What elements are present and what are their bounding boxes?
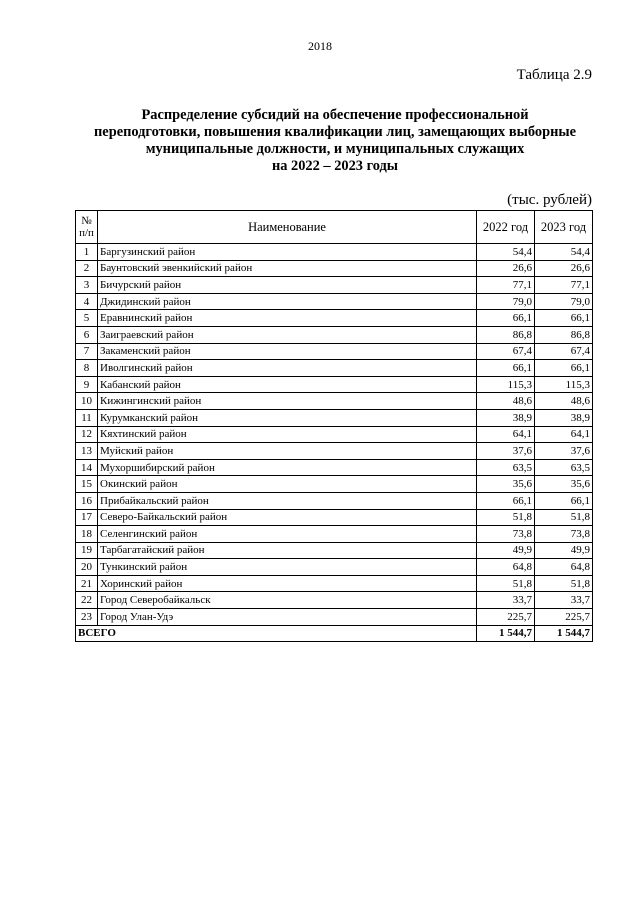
table-header-row <box>76 211 593 244</box>
table-row <box>76 592 593 609</box>
row-name: Еравнинский район <box>98 310 477 327</box>
row-2023: 64,8 <box>535 559 593 576</box>
row-name: Кабанский район <box>98 376 477 393</box>
header-name: Наименование <box>98 211 477 244</box>
header-2023: 2023 год <box>535 211 593 244</box>
row-2023: 35,6 <box>535 476 593 493</box>
row-number: 23 <box>76 609 98 626</box>
table-row <box>76 575 593 592</box>
row-name: Окинский район <box>98 476 477 493</box>
row-2022: 79,0 <box>477 293 535 310</box>
total-2023: 1 544,7 <box>535 625 593 642</box>
row-name: Селенгинский район <box>98 526 477 543</box>
row-name: Баргузинский район <box>98 244 477 261</box>
header-number-line2: п/п <box>79 227 94 239</box>
table-row <box>76 459 593 476</box>
row-2022: 48,6 <box>477 393 535 410</box>
table-row <box>76 443 593 460</box>
row-name: Закаменский район <box>98 343 477 360</box>
total-row <box>76 625 593 642</box>
total-2022: 1 544,7 <box>477 625 535 642</box>
row-2022: 63,5 <box>477 459 535 476</box>
table-row <box>76 277 593 294</box>
row-2022: 77,1 <box>477 277 535 294</box>
row-2023: 26,6 <box>535 260 593 277</box>
row-2022: 86,8 <box>477 326 535 343</box>
row-number: 17 <box>76 509 98 526</box>
total-label: ВСЕГО <box>76 625 477 642</box>
table-row <box>76 360 593 377</box>
row-name: Прибайкальский район <box>98 492 477 509</box>
row-2023: 37,6 <box>535 443 593 460</box>
table-row <box>76 409 593 426</box>
row-name: Джидинский район <box>98 293 477 310</box>
row-2023: 225,7 <box>535 609 593 626</box>
title-line-2: переподготовки, повышения квалификации лиц, замещающих выборные <box>94 124 576 140</box>
row-name: Баунтовский эвенкийский район <box>98 260 477 277</box>
row-name: Северо-Байкальский район <box>98 509 477 526</box>
table-row <box>76 492 593 509</box>
table-row <box>76 426 593 443</box>
title-line-3: муниципальные должности, и муниципальных служащих <box>145 141 525 157</box>
row-name: Тарбагатайский район <box>98 542 477 559</box>
header-number-line1: № <box>81 215 92 227</box>
row-number: 1 <box>76 244 98 261</box>
row-2022: 38,9 <box>477 409 535 426</box>
row-2023: 51,8 <box>535 509 593 526</box>
row-number: 20 <box>76 559 98 576</box>
row-2023: 66,1 <box>535 310 593 327</box>
row-2022: 67,4 <box>477 343 535 360</box>
row-number: 8 <box>76 360 98 377</box>
row-number: 4 <box>76 293 98 310</box>
header-2022: 2022 год <box>477 211 535 244</box>
row-2022: 49,9 <box>477 542 535 559</box>
row-2022: 64,8 <box>477 559 535 576</box>
row-2022: 115,3 <box>477 376 535 393</box>
table-row <box>76 559 593 576</box>
row-name: Курумканский район <box>98 409 477 426</box>
row-2023: 51,8 <box>535 575 593 592</box>
row-number: 6 <box>76 326 98 343</box>
row-number: 19 <box>76 542 98 559</box>
table-body <box>76 244 593 626</box>
table-row <box>76 526 593 543</box>
row-name: Хоринский район <box>98 575 477 592</box>
row-2022: 64,1 <box>477 426 535 443</box>
row-2022: 51,8 <box>477 509 535 526</box>
row-number: 15 <box>76 476 98 493</box>
row-2023: 64,1 <box>535 426 593 443</box>
title-line-4: на 2022 – 2023 годы <box>271 158 399 174</box>
table-number: Таблица 2.9 <box>516 67 592 83</box>
row-name: Мухоршибирский район <box>98 459 477 476</box>
row-name: Иволгинский район <box>98 360 477 377</box>
row-2023: 79,0 <box>535 293 593 310</box>
row-2023: 38,9 <box>535 409 593 426</box>
row-2023: 66,1 <box>535 492 593 509</box>
row-name: Заиграевский район <box>98 326 477 343</box>
row-name: Город Улан-Удэ <box>98 609 477 626</box>
subsidy-table <box>75 210 593 642</box>
table-row <box>76 542 593 559</box>
table-row <box>76 476 593 493</box>
row-number: 11 <box>76 409 98 426</box>
row-2022: 66,1 <box>477 360 535 377</box>
row-2022: 37,6 <box>477 443 535 460</box>
row-number: 10 <box>76 393 98 410</box>
row-number: 13 <box>76 443 98 460</box>
row-name: Тункинский район <box>98 559 477 576</box>
row-number: 2 <box>76 260 98 277</box>
page-year: 2018 <box>308 39 332 53</box>
row-2023: 63,5 <box>535 459 593 476</box>
row-2023: 48,6 <box>535 393 593 410</box>
row-2023: 73,8 <box>535 526 593 543</box>
row-number: 3 <box>76 277 98 294</box>
row-number: 22 <box>76 592 98 609</box>
row-name: Город Северобайкальск <box>98 592 477 609</box>
row-2022: 33,7 <box>477 592 535 609</box>
row-2022: 26,6 <box>477 260 535 277</box>
row-2023: 66,1 <box>535 360 593 377</box>
row-name: Кяхтинский район <box>98 426 477 443</box>
row-number: 14 <box>76 459 98 476</box>
header-number <box>76 211 98 244</box>
row-name: Бичурский район <box>98 277 477 294</box>
units-label: (тыс. рублей) <box>507 192 592 208</box>
row-number: 9 <box>76 376 98 393</box>
row-number: 16 <box>76 492 98 509</box>
table-row <box>76 260 593 277</box>
table-row <box>76 293 593 310</box>
row-2023: 49,9 <box>535 542 593 559</box>
table-row <box>76 393 593 410</box>
row-2022: 54,4 <box>477 244 535 261</box>
row-2023: 77,1 <box>535 277 593 294</box>
row-2022: 66,1 <box>477 492 535 509</box>
row-number: 21 <box>76 575 98 592</box>
table-row <box>76 509 593 526</box>
row-name: Кижингинский район <box>98 393 477 410</box>
row-2022: 225,7 <box>477 609 535 626</box>
row-2022: 35,6 <box>477 476 535 493</box>
row-2023: 86,8 <box>535 326 593 343</box>
title-line-1: Распределение субсидий на обеспечение профессиональной <box>141 107 529 123</box>
row-2022: 51,8 <box>477 575 535 592</box>
row-2022: 66,1 <box>477 310 535 327</box>
table-row <box>76 376 593 393</box>
table-row <box>76 326 593 343</box>
row-2023: 33,7 <box>535 592 593 609</box>
row-2023: 67,4 <box>535 343 593 360</box>
row-number: 12 <box>76 426 98 443</box>
row-number: 5 <box>76 310 98 327</box>
document-title <box>70 107 600 175</box>
row-name: Муйский район <box>98 443 477 460</box>
table-row <box>76 244 593 261</box>
row-2022: 73,8 <box>477 526 535 543</box>
row-number: 18 <box>76 526 98 543</box>
table-row <box>76 343 593 360</box>
row-number: 7 <box>76 343 98 360</box>
table-row <box>76 310 593 327</box>
row-2023: 54,4 <box>535 244 593 261</box>
table-row <box>76 609 593 626</box>
row-2023: 115,3 <box>535 376 593 393</box>
